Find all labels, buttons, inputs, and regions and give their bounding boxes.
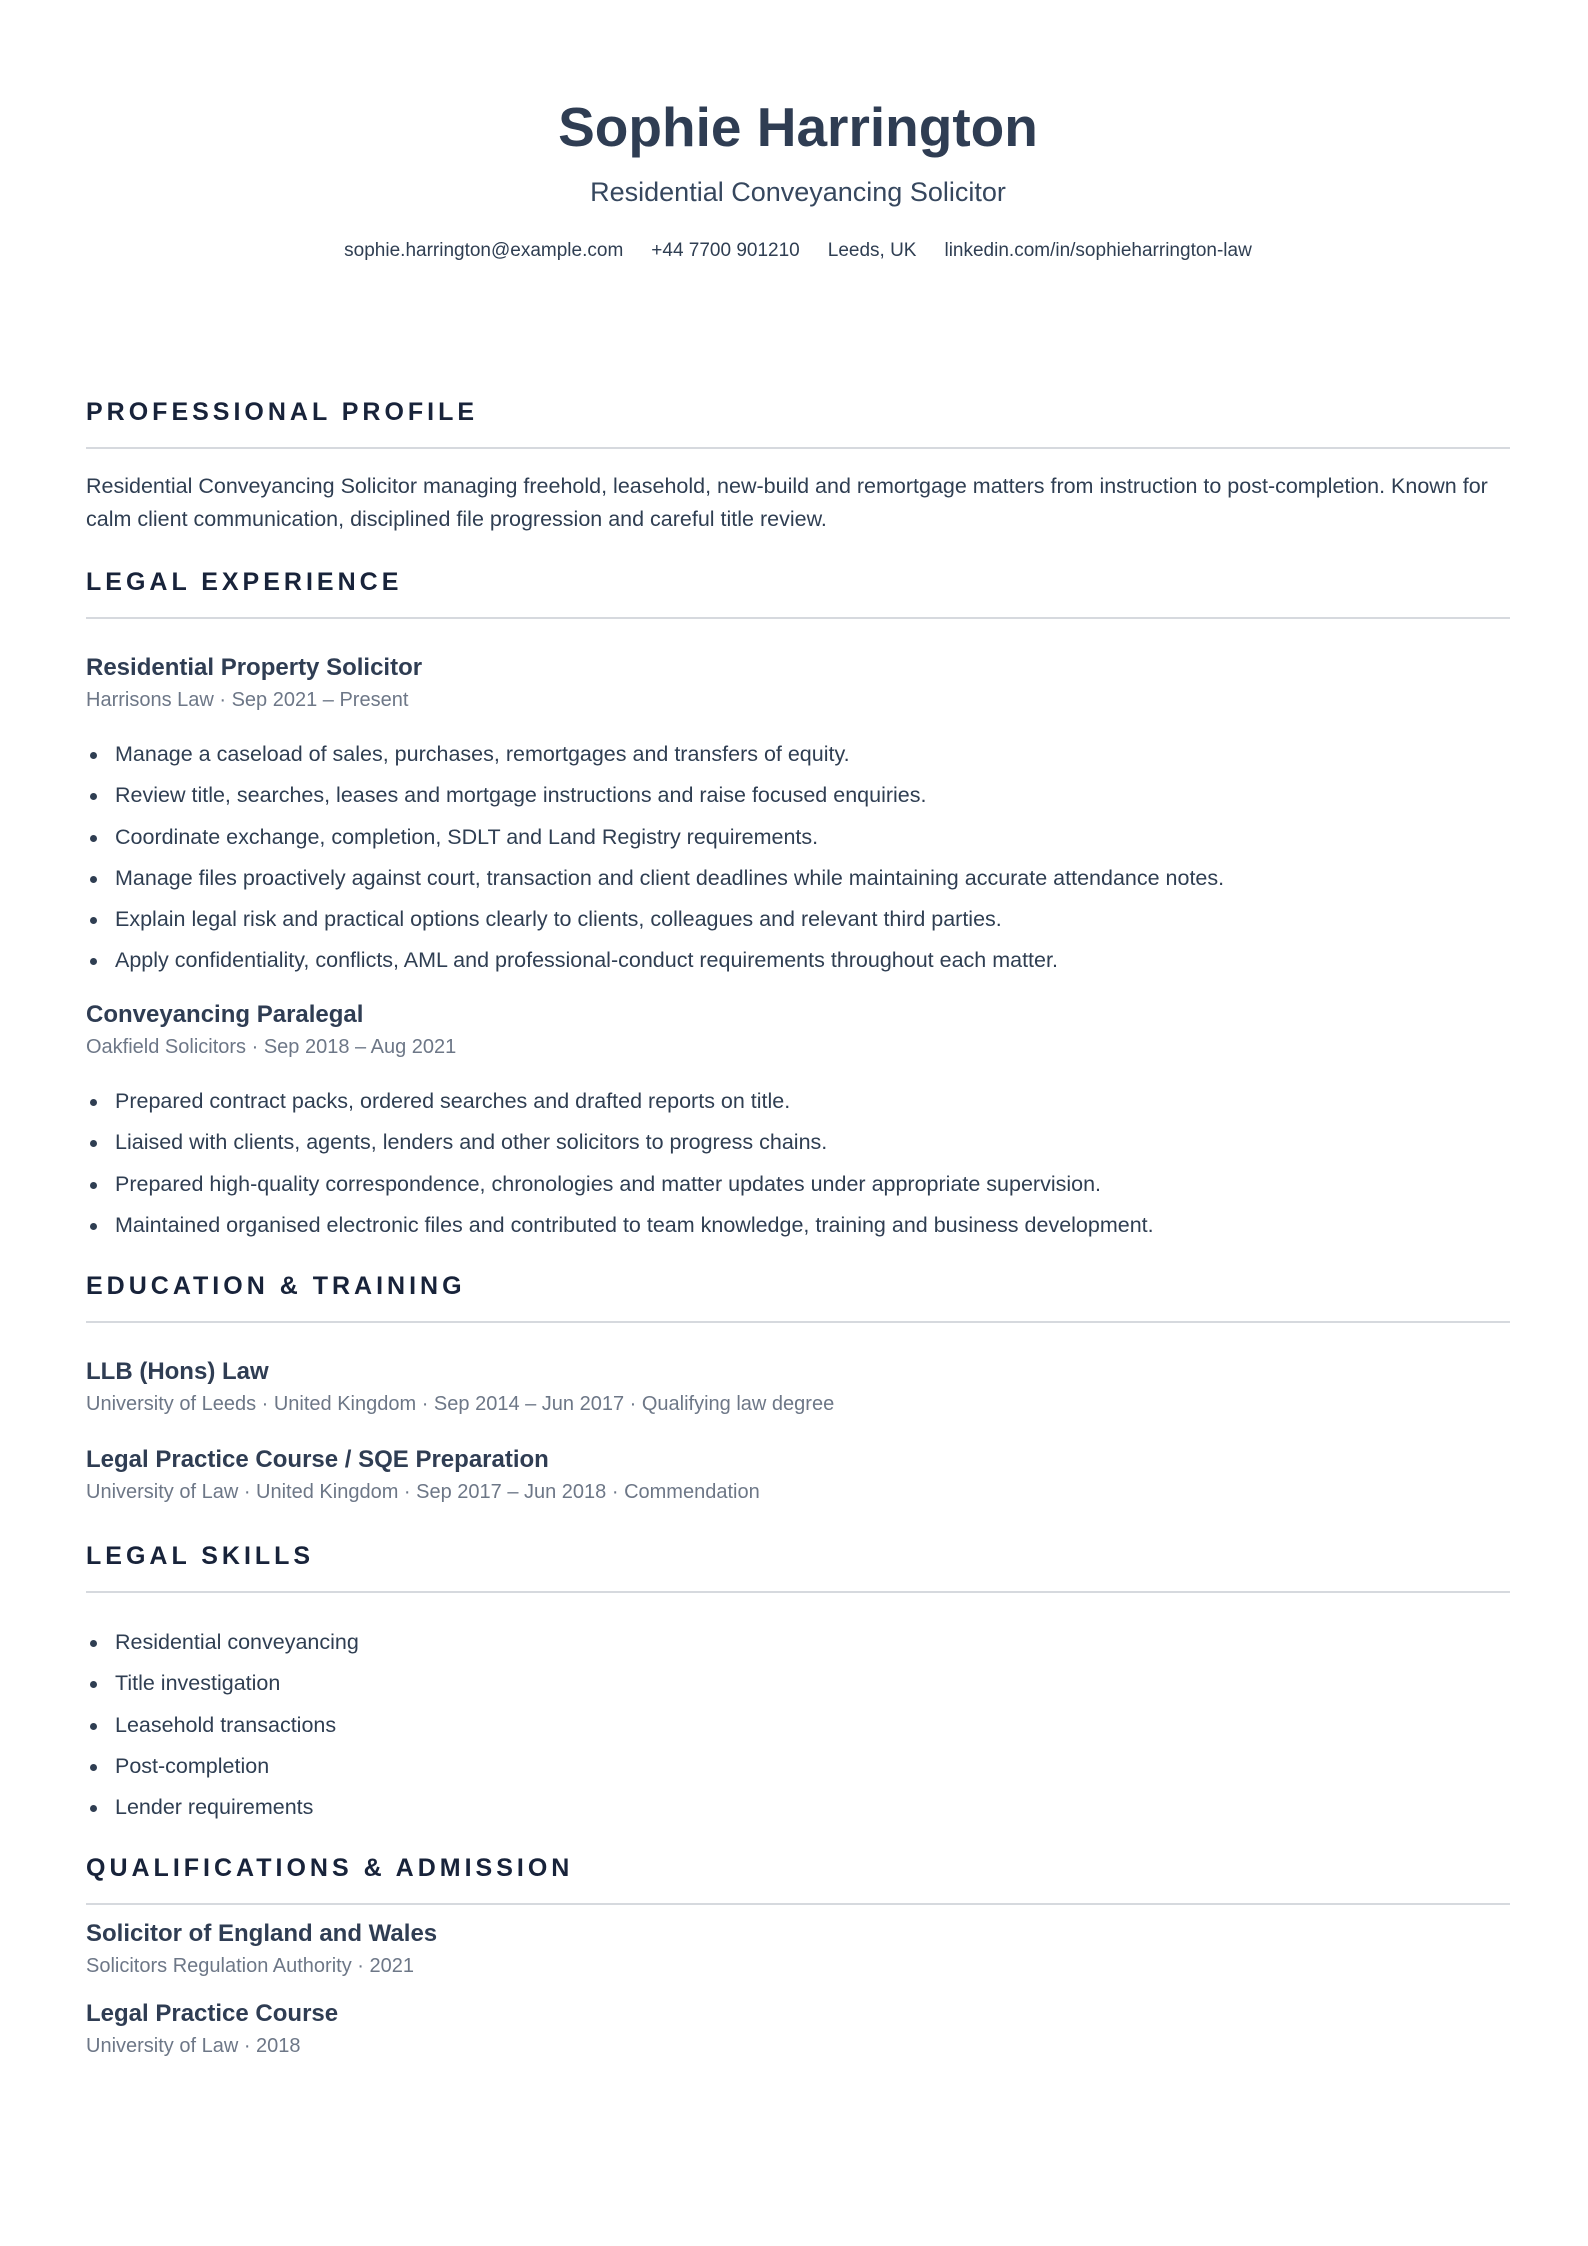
profile-text: Residential Conveyancing Solicitor managing freehold, leasehold, new-build and remortgage matters from instruction to post-completion. Known for calm client communication, disciplined file progression and careful title review.	[86, 474, 1488, 531]
job-bullet: Explain legal risk and practical options clearly to clients, colleagues and relevant third parties.	[86, 903, 1224, 944]
section-heading-qualifications: QUALIFICATIONS & ADMISSION	[86, 1850, 1510, 1905]
job-meta: Harrisons Law · Sep 2021 – Present	[86, 689, 409, 711]
contact-email[interactable]: sophie.harrington@example.com	[344, 240, 624, 261]
qualification-title: Legal Practice Course	[86, 2000, 339, 2027]
contact-location: Leeds, UK	[827, 240, 917, 261]
job-bullet: Liaised with clients, agents, lenders and other solicitors to progress chains.	[86, 1126, 1154, 1167]
job-bullet: Review title, searches, leases and mortgage instructions and raise focused enquiries.	[86, 779, 1224, 820]
contact-phone[interactable]: +44 7700 901210	[651, 240, 800, 261]
job-bullet: Manage files proactively against court, transaction and client deadlines while maintaining accurate attendance notes.	[86, 862, 1224, 903]
job-bullet: Prepared high-quality correspondence, chronologies and matter updates under appropriate supervision.	[86, 1168, 1154, 1209]
skill-item: Leasehold transactions	[86, 1709, 359, 1750]
job-bullet: Prepared contract packs, ordered searches and drafted reports on title.	[86, 1085, 1154, 1126]
education-meta: University of Law · United Kingdom · Sep 2017 – Jun 2018 · Commendation	[86, 1481, 760, 1503]
job-bullet: Apply confidentiality, conflicts, AML and professional-conduct requirements throughout each matter.	[86, 944, 1224, 985]
section-heading-education: EDUCATION & TRAINING	[86, 1268, 1510, 1323]
section-heading-experience: LEGAL EXPERIENCE	[86, 564, 1510, 619]
job-bullet-list	[86, 1085, 1154, 1250]
contact-linkedin[interactable]: linkedin.com/in/sophieharrington-law	[944, 240, 1252, 261]
candidate-name: Sophie Harrington	[558, 96, 1038, 158]
skill-item: Residential conveyancing	[86, 1626, 359, 1667]
qualification-meta: Solicitors Regulation Authority · 2021	[86, 1955, 414, 1977]
candidate-title: Residential Conveyancing Solicitor	[590, 177, 1006, 207]
job-bullet: Coordinate exchange, completion, SDLT and Land Registry requirements.	[86, 821, 1224, 862]
job-title: Conveyancing Paralegal	[86, 1001, 364, 1028]
contact-line	[86, 236, 1510, 266]
skill-item: Title investigation	[86, 1667, 359, 1708]
job-bullet: Manage a caseload of sales, purchases, remortgages and transfers of equity.	[86, 738, 1224, 779]
education-title: Legal Practice Course / SQE Preparation	[86, 1446, 549, 1473]
skills-list	[86, 1626, 359, 1832]
qualification-title: Solicitor of England and Wales	[86, 1920, 438, 1947]
job-meta: Oakfield Solicitors · Sep 2018 – Aug 2021	[86, 1036, 457, 1058]
section-heading-skills: LEGAL SKILLS	[86, 1538, 1510, 1593]
skill-item: Lender requirements	[86, 1791, 359, 1832]
qualification-meta: University of Law · 2018	[86, 2035, 301, 2057]
section-heading-profile: PROFESSIONAL PROFILE	[86, 394, 1510, 449]
job-title: Residential Property Solicitor	[86, 654, 423, 681]
job-bullet-list	[86, 738, 1224, 986]
job-bullet: Maintained organised electronic files and contributed to team knowledge, training and business development.	[86, 1209, 1154, 1250]
education-meta: University of Leeds · United Kingdom · Sep 2014 – Jun 2017 · Qualifying law degree	[86, 1393, 835, 1415]
education-title: LLB (Hons) Law	[86, 1358, 269, 1385]
skill-item: Post-completion	[86, 1750, 359, 1791]
